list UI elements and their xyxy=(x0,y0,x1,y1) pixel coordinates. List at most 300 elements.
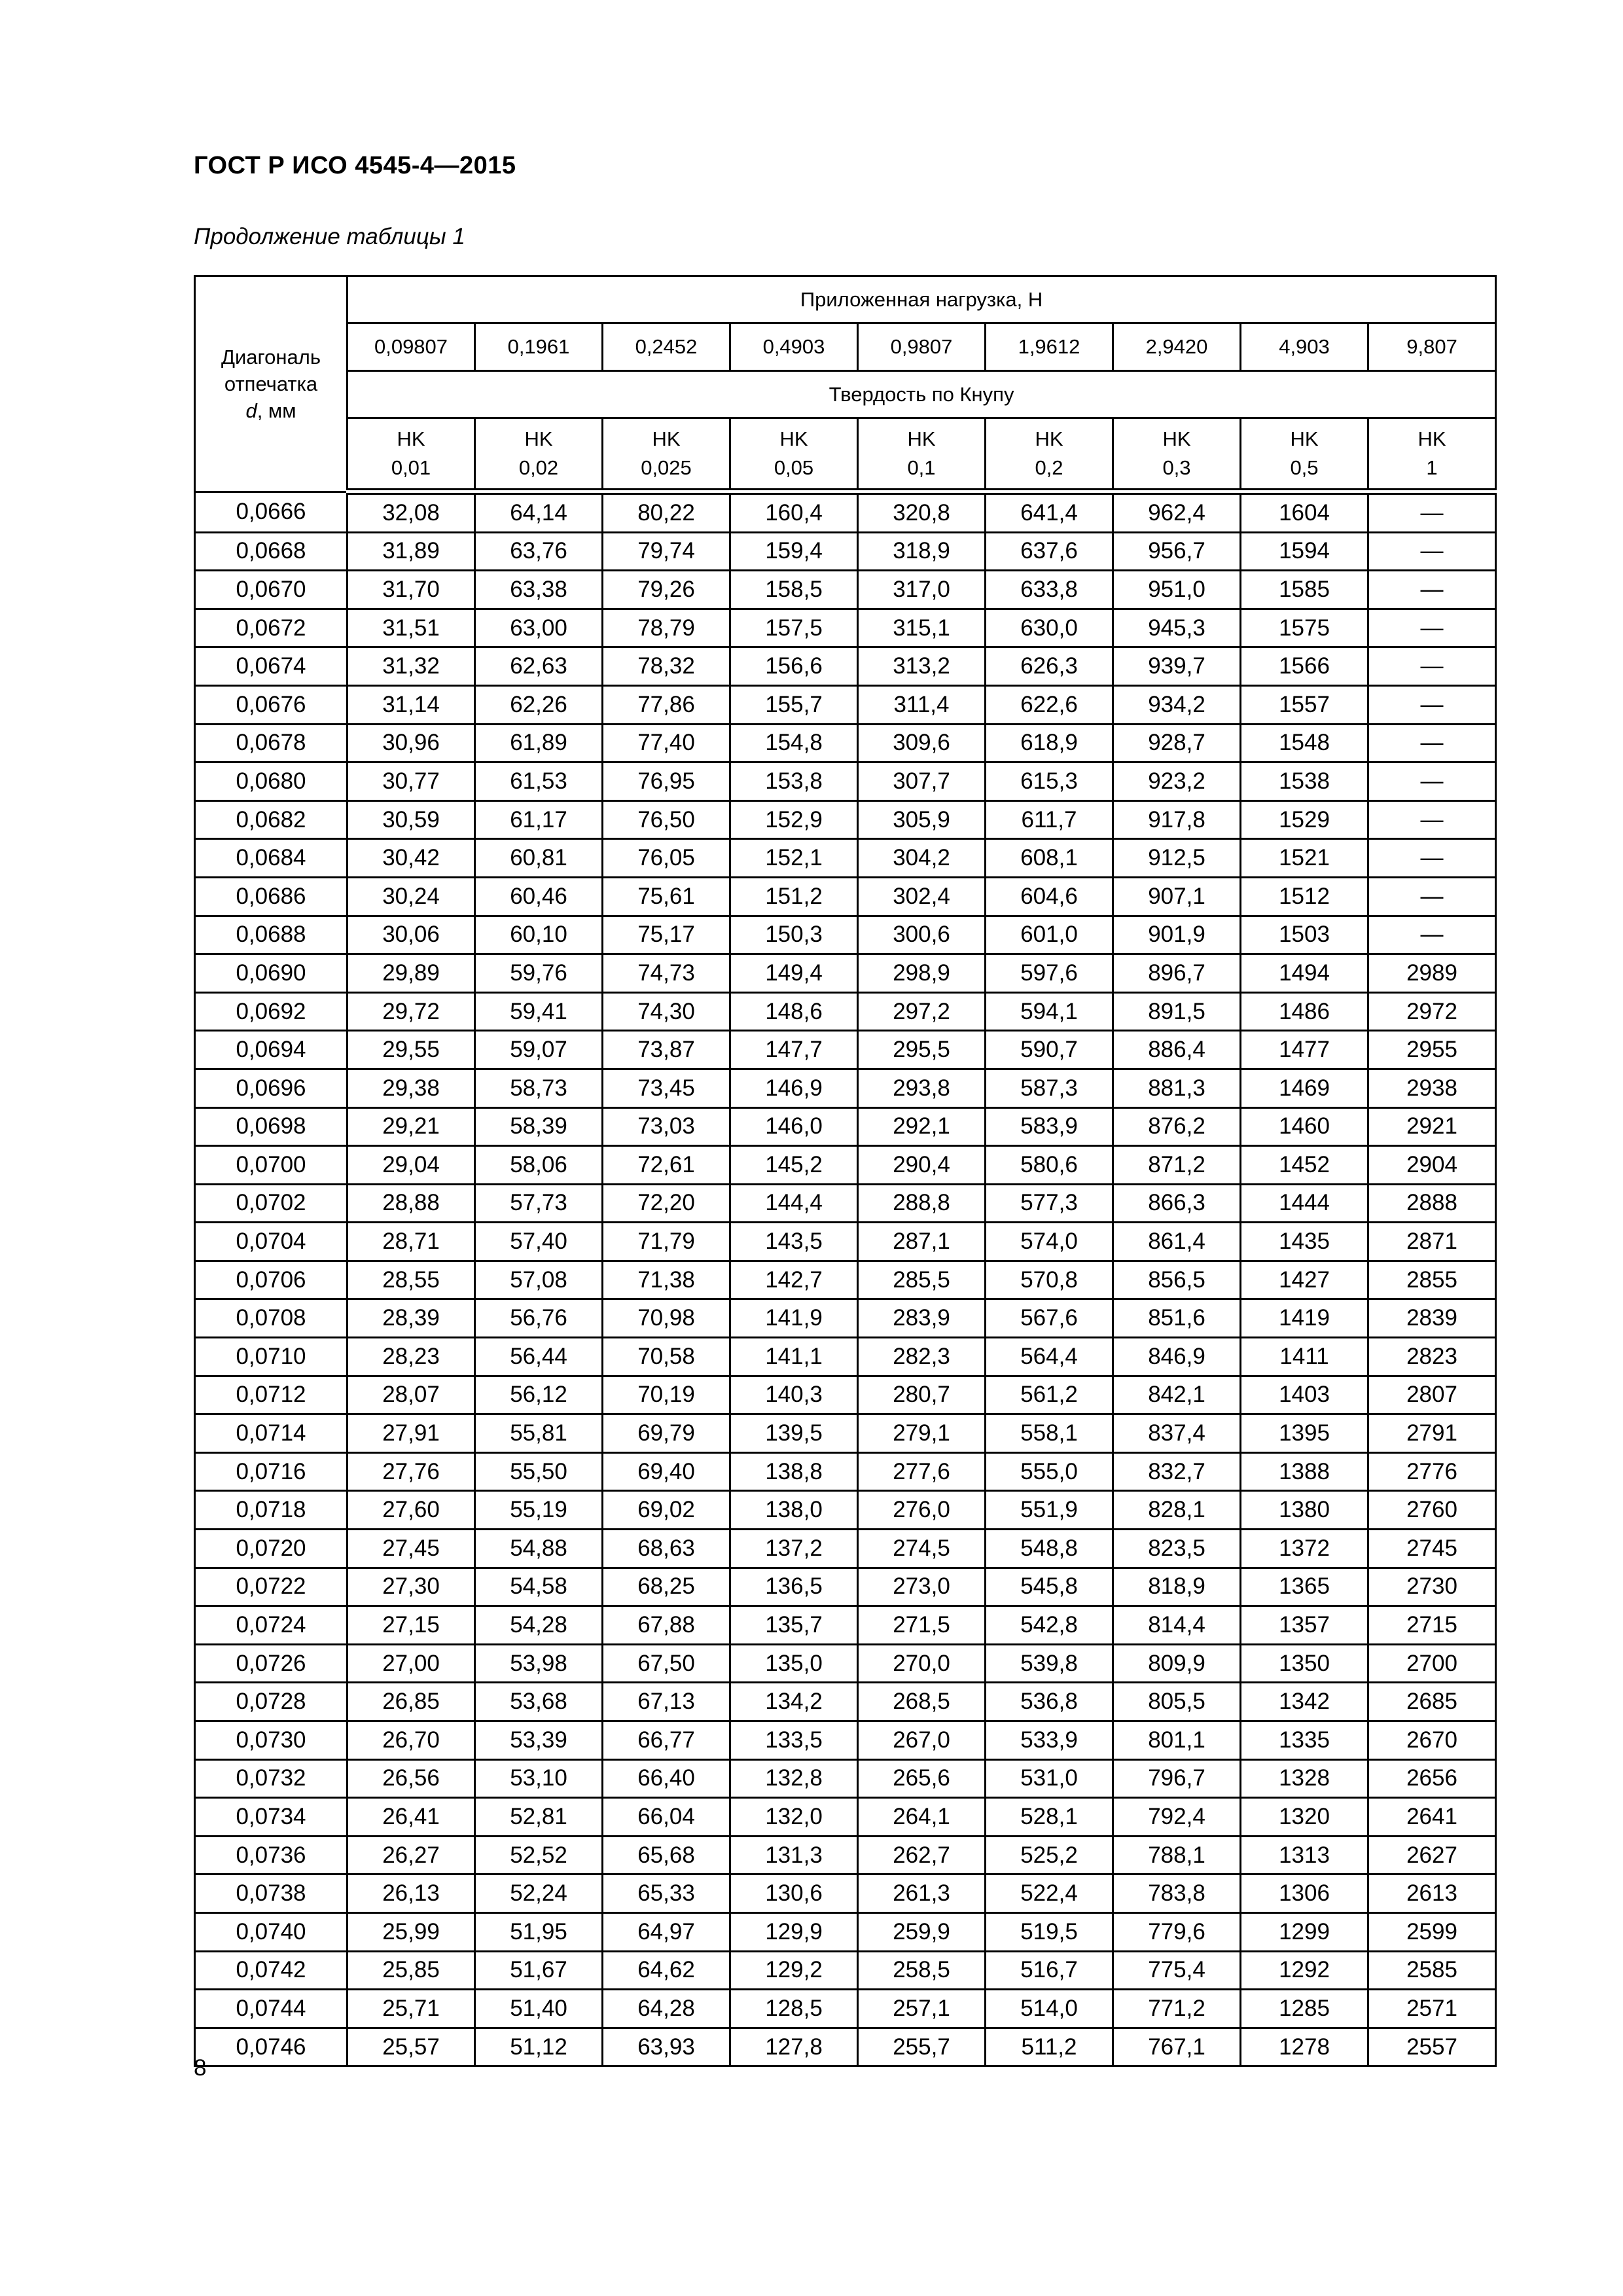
diagonal-cell: 0,0710 xyxy=(195,1338,348,1376)
hardness-value-cell: 1512 xyxy=(1241,877,1368,916)
hardness-value-cell: 59,07 xyxy=(475,1031,603,1069)
diagonal-cell: 0,0684 xyxy=(195,839,348,878)
hk-scale-value: 0,5 xyxy=(1290,456,1319,479)
hardness-value-cell: 298,9 xyxy=(858,954,986,993)
hk-symbol: HK xyxy=(1290,427,1319,450)
hardness-value-cell: 128,5 xyxy=(730,1990,858,2028)
hardness-value-cell: 1486 xyxy=(1241,992,1368,1031)
hardness-value-cell: 1328 xyxy=(1241,1759,1368,1798)
hardness-value-cell: 1594 xyxy=(1241,532,1368,571)
diagonal-cell: 0,0714 xyxy=(195,1414,348,1453)
hardness-value-cell: 29,55 xyxy=(348,1031,475,1069)
hardness-value-cell: 570,8 xyxy=(986,1261,1113,1299)
diagonal-cell: 0,0670 xyxy=(195,571,348,609)
diagonal-cell: 0,0694 xyxy=(195,1031,348,1069)
hardness-value-cell: — xyxy=(1368,877,1496,916)
hardness-value-cell: 851,6 xyxy=(1113,1299,1241,1338)
diagonal-cell: 0,0716 xyxy=(195,1452,348,1491)
hardness-value-cell: 917,8 xyxy=(1113,800,1241,839)
hardness-value-cell: 129,9 xyxy=(730,1912,858,1951)
hardness-value-cell: 65,68 xyxy=(603,1836,730,1874)
hardness-value-cell: 514,0 xyxy=(986,1990,1113,2028)
hardness-value-cell: 2989 xyxy=(1368,954,1496,993)
hardness-value-cell: 539,8 xyxy=(986,1644,1113,1683)
hardness-value-cell: 531,0 xyxy=(986,1759,1113,1798)
hardness-value-cell: 129,2 xyxy=(730,1951,858,1990)
load-value-cell: 0,1961 xyxy=(475,323,603,371)
hardness-value-cell: 2839 xyxy=(1368,1299,1496,1338)
table-row xyxy=(195,1299,1496,1338)
hardness-value-cell: 58,39 xyxy=(475,1107,603,1146)
hardness-value-cell: 823,5 xyxy=(1113,1530,1241,1568)
table-row xyxy=(195,1146,1496,1185)
hardness-value-cell: 558,1 xyxy=(986,1414,1113,1453)
hardness-value-cell: 76,05 xyxy=(603,839,730,878)
hardness-value-cell: 72,20 xyxy=(603,1184,730,1223)
hardness-value-cell: 574,0 xyxy=(986,1223,1113,1261)
hk-symbol: HK xyxy=(1162,427,1191,450)
hardness-value-cell: 25,71 xyxy=(348,1990,475,2028)
table-row xyxy=(195,492,1496,532)
hardness-value-cell: 2955 xyxy=(1368,1031,1496,1069)
hardness-value-cell: 1494 xyxy=(1241,954,1368,993)
hardness-value-cell: 31,51 xyxy=(348,609,475,647)
hardness-value-cell: 962,4 xyxy=(1113,492,1241,532)
hardness-value-cell: 2656 xyxy=(1368,1759,1496,1798)
hardness-value-cell: 2776 xyxy=(1368,1452,1496,1491)
hardness-value-cell: 856,5 xyxy=(1113,1261,1241,1299)
hardness-value-cell: 1299 xyxy=(1241,1912,1368,1951)
hardness-value-cell: 611,7 xyxy=(986,800,1113,839)
hardness-value-cell: 564,4 xyxy=(986,1338,1113,1376)
hardness-value-cell: 1444 xyxy=(1241,1184,1368,1223)
hardness-scale-cell xyxy=(1241,418,1368,492)
diagonal-cell: 0,0672 xyxy=(195,609,348,647)
hardness-value-cell: 1365 xyxy=(1241,1568,1368,1606)
hardness-value-cell: 78,79 xyxy=(603,609,730,647)
hardness-value-cell: 548,8 xyxy=(986,1530,1113,1568)
hardness-scale-cell xyxy=(1113,418,1241,492)
hardness-value-cell: 318,9 xyxy=(858,532,986,571)
hardness-value-cell: 277,6 xyxy=(858,1452,986,1491)
hardness-value-cell: 262,7 xyxy=(858,1836,986,1874)
hardness-value-cell: 57,73 xyxy=(475,1184,603,1223)
hardness-value-cell: 881,3 xyxy=(1113,1069,1241,1107)
hardness-value-cell: 32,08 xyxy=(348,492,475,532)
hardness-value-cell: 53,39 xyxy=(475,1721,603,1760)
hardness-value-cell: 307,7 xyxy=(858,762,986,801)
hardness-value-cell: 26,70 xyxy=(348,1721,475,1760)
diagonal-cell: 0,0744 xyxy=(195,1990,348,2028)
table-row xyxy=(195,877,1496,916)
hardness-value-cell: 1521 xyxy=(1241,839,1368,878)
hardness-scales-row xyxy=(195,418,1496,492)
hardness-value-cell: 28,39 xyxy=(348,1299,475,1338)
hardness-value-cell: 2938 xyxy=(1368,1069,1496,1107)
hardness-value-cell: 2823 xyxy=(1368,1338,1496,1376)
page-number: 8 xyxy=(194,2055,207,2081)
hardness-value-cell: — xyxy=(1368,609,1496,647)
hardness-value-cell: 27,60 xyxy=(348,1491,475,1530)
hardness-value-cell: 75,61 xyxy=(603,877,730,916)
hardness-value-cell: 601,0 xyxy=(986,916,1113,954)
table-row xyxy=(195,1644,1496,1683)
hardness-value-cell: 801,1 xyxy=(1113,1721,1241,1760)
hardness-value-cell: 1575 xyxy=(1241,609,1368,647)
hardness-value-cell: 29,72 xyxy=(348,992,475,1031)
hardness-value-cell: 2700 xyxy=(1368,1644,1496,1683)
hardness-value-cell: 280,7 xyxy=(858,1376,986,1414)
hardness-value-cell: 311,4 xyxy=(858,685,986,724)
hardness-value-cell: 56,44 xyxy=(475,1338,603,1376)
hardness-value-cell: 159,4 xyxy=(730,532,858,571)
hardness-value-cell: 60,81 xyxy=(475,839,603,878)
hardness-value-cell: 805,5 xyxy=(1113,1683,1241,1721)
hardness-value-cell: 928,7 xyxy=(1113,724,1241,762)
table-row xyxy=(195,1874,1496,1913)
hk-scale-value: 0,2 xyxy=(1035,456,1063,479)
hardness-value-cell: 590,7 xyxy=(986,1031,1113,1069)
hardness-value-cell: 846,9 xyxy=(1113,1338,1241,1376)
hardness-value-cell: 604,6 xyxy=(986,877,1113,916)
hardness-value-cell: 1460 xyxy=(1241,1107,1368,1146)
table-row xyxy=(195,1223,1496,1261)
hk-scale-value: 0,025 xyxy=(641,456,692,479)
hardness-value-cell: 138,0 xyxy=(730,1491,858,1530)
hardness-value-cell: 27,00 xyxy=(348,1644,475,1683)
hardness-value-cell: 67,13 xyxy=(603,1683,730,1721)
hardness-value-cell: 78,32 xyxy=(603,647,730,686)
hardness-value-cell: 956,7 xyxy=(1113,532,1241,571)
hardness-value-cell: 622,6 xyxy=(986,685,1113,724)
hardness-value-cell: 73,87 xyxy=(603,1031,730,1069)
hardness-value-cell: 923,2 xyxy=(1113,762,1241,801)
hardness-value-cell: 315,1 xyxy=(858,609,986,647)
hardness-value-cell: 54,88 xyxy=(475,1530,603,1568)
hardness-value-cell: 155,7 xyxy=(730,685,858,724)
table-row xyxy=(195,1452,1496,1491)
hardness-value-cell: 150,3 xyxy=(730,916,858,954)
hardness-value-cell: 62,63 xyxy=(475,647,603,686)
table-row xyxy=(195,609,1496,647)
diagonal-cell: 0,0736 xyxy=(195,1836,348,1874)
hardness-value-cell: 257,1 xyxy=(858,1990,986,2028)
hardness-value-cell: 1585 xyxy=(1241,571,1368,609)
hardness-value-cell: 276,0 xyxy=(858,1491,986,1530)
hardness-value-cell: 136,5 xyxy=(730,1568,858,1606)
hardness-value-cell: 283,9 xyxy=(858,1299,986,1338)
hardness-value-cell: — xyxy=(1368,685,1496,724)
hardness-value-cell: 2972 xyxy=(1368,992,1496,1031)
hardness-value-cell: 131,3 xyxy=(730,1836,858,1874)
hardness-value-cell: 61,53 xyxy=(475,762,603,801)
hardness-scale-cell xyxy=(1368,418,1496,492)
hardness-value-cell: 59,41 xyxy=(475,992,603,1031)
hardness-value-cell: 828,1 xyxy=(1113,1491,1241,1530)
hardness-value-cell: 70,98 xyxy=(603,1299,730,1338)
load-value-cell: 4,903 xyxy=(1241,323,1368,371)
hardness-value-cell: 1604 xyxy=(1241,492,1368,532)
hardness-value-cell: 285,5 xyxy=(858,1261,986,1299)
hardness-value-cell: 156,6 xyxy=(730,647,858,686)
table-row xyxy=(195,916,1496,954)
diagonal-cell: 0,0738 xyxy=(195,1874,348,1913)
hardness-value-cell: 77,40 xyxy=(603,724,730,762)
hardness-value-cell: 51,12 xyxy=(475,2028,603,2066)
hardness-value-cell: 288,8 xyxy=(858,1184,986,1223)
hardness-value-cell: 55,81 xyxy=(475,1414,603,1453)
hardness-value-cell: — xyxy=(1368,492,1496,532)
hardness-value-cell: 71,79 xyxy=(603,1223,730,1261)
hardness-value-cell: 70,58 xyxy=(603,1338,730,1376)
hardness-value-cell: 1411 xyxy=(1241,1338,1368,1376)
table-row xyxy=(195,954,1496,993)
hardness-value-cell: 567,6 xyxy=(986,1299,1113,1338)
hardness-value-cell: 608,1 xyxy=(986,839,1113,878)
hardness-value-cell: 615,3 xyxy=(986,762,1113,801)
hardness-value-cell: 27,30 xyxy=(348,1568,475,1606)
hardness-value-cell: 268,5 xyxy=(858,1683,986,1721)
diagonal-cell: 0,0680 xyxy=(195,762,348,801)
hardness-value-cell: 1435 xyxy=(1241,1223,1368,1261)
hk-symbol: HK xyxy=(397,427,425,450)
hardness-value-cell: 814,4 xyxy=(1113,1606,1241,1645)
hardness-value-cell: 30,59 xyxy=(348,800,475,839)
diagonal-cell: 0,0686 xyxy=(195,877,348,916)
diagonal-cell: 0,0706 xyxy=(195,1261,348,1299)
hardness-value-cell: 63,38 xyxy=(475,571,603,609)
diagonal-cell: 0,0708 xyxy=(195,1299,348,1338)
hardness-value-cell: 27,15 xyxy=(348,1606,475,1645)
hardness-value-cell: 2571 xyxy=(1368,1990,1496,2028)
hardness-value-cell: 871,2 xyxy=(1113,1146,1241,1185)
hardness-value-cell: 317,0 xyxy=(858,571,986,609)
hardness-value-cell: 141,1 xyxy=(730,1338,858,1376)
knoop-hardness-header: Твердость по Кнупу xyxy=(348,371,1496,418)
hk-symbol: HK xyxy=(652,427,681,450)
hardness-value-cell: 71,38 xyxy=(603,1261,730,1299)
table-row xyxy=(195,1721,1496,1760)
hardness-value-cell: 147,7 xyxy=(730,1031,858,1069)
hardness-value-cell: 1548 xyxy=(1241,724,1368,762)
hardness-value-cell: 2613 xyxy=(1368,1874,1496,1913)
hardness-value-cell: 62,26 xyxy=(475,685,603,724)
hardness-value-cell: 76,95 xyxy=(603,762,730,801)
hardness-value-cell: 1419 xyxy=(1241,1299,1368,1338)
diagonal-column-header xyxy=(195,276,348,492)
hardness-value-cell: 31,14 xyxy=(348,685,475,724)
hardness-value-cell: 143,5 xyxy=(730,1223,858,1261)
table-row xyxy=(195,1491,1496,1530)
hardness-value-cell: 149,4 xyxy=(730,954,858,993)
load-value-cell: 0,4903 xyxy=(730,323,858,371)
hardness-value-cell: 597,6 xyxy=(986,954,1113,993)
hardness-value-cell: 31,70 xyxy=(348,571,475,609)
diagonal-cell: 0,0692 xyxy=(195,992,348,1031)
hardness-value-cell: 1469 xyxy=(1241,1069,1368,1107)
hardness-value-cell: 146,0 xyxy=(730,1107,858,1146)
diagonal-cell: 0,0724 xyxy=(195,1606,348,1645)
hardness-value-cell: 945,3 xyxy=(1113,609,1241,647)
hardness-value-cell: 1350 xyxy=(1241,1644,1368,1683)
hardness-value-cell: 290,4 xyxy=(858,1146,986,1185)
hardness-value-cell: 1285 xyxy=(1241,1990,1368,2028)
hardness-value-cell: 1278 xyxy=(1241,2028,1368,2066)
hardness-value-cell: 1342 xyxy=(1241,1683,1368,1721)
hardness-value-cell: 28,71 xyxy=(348,1223,475,1261)
hardness-value-cell: 1477 xyxy=(1241,1031,1368,1069)
hardness-value-cell: 64,62 xyxy=(603,1951,730,1990)
load-value-cell: 0,9807 xyxy=(858,323,986,371)
hardness-value-cell: 26,85 xyxy=(348,1683,475,1721)
diagonal-cell: 0,0726 xyxy=(195,1644,348,1683)
hardness-value-cell: 26,13 xyxy=(348,1874,475,1913)
hk-scale-value: 0,1 xyxy=(907,456,936,479)
hardness-value-cell: 1380 xyxy=(1241,1491,1368,1530)
hardness-value-cell: 30,42 xyxy=(348,839,475,878)
hardness-value-cell: 1292 xyxy=(1241,1951,1368,1990)
diagonal-cell: 0,0698 xyxy=(195,1107,348,1146)
hardness-value-cell: 75,17 xyxy=(603,916,730,954)
hardness-value-cell: 264,1 xyxy=(858,1798,986,1837)
hardness-value-cell: 145,2 xyxy=(730,1146,858,1185)
hardness-value-cell: 58,06 xyxy=(475,1146,603,1185)
hardness-value-cell: 866,3 xyxy=(1113,1184,1241,1223)
hardness-value-cell: 792,4 xyxy=(1113,1798,1241,1837)
table-row xyxy=(195,1261,1496,1299)
hardness-value-cell: 907,1 xyxy=(1113,877,1241,916)
hardness-value-cell: 28,55 xyxy=(348,1261,475,1299)
hardness-value-cell: 2599 xyxy=(1368,1912,1496,1951)
diagonal-cell: 0,0676 xyxy=(195,685,348,724)
diagonal-cell: 0,0728 xyxy=(195,1683,348,1721)
hardness-value-cell: 891,5 xyxy=(1113,992,1241,1031)
diagonal-cell: 0,0720 xyxy=(195,1530,348,1568)
diagonal-cell: 0,0666 xyxy=(195,492,348,532)
hardness-value-cell: 302,4 xyxy=(858,877,986,916)
diagonal-cell: 0,0674 xyxy=(195,647,348,686)
hardness-value-cell: 153,8 xyxy=(730,762,858,801)
load-value-cell: 2,9420 xyxy=(1113,323,1241,371)
hardness-value-cell: 70,19 xyxy=(603,1376,730,1414)
diagonal-unit: , мм xyxy=(257,399,296,422)
hardness-value-cell: 135,7 xyxy=(730,1606,858,1645)
hardness-value-cell: 65,33 xyxy=(603,1874,730,1913)
table-row xyxy=(195,839,1496,878)
table-row xyxy=(195,762,1496,801)
hardness-value-cell: 788,1 xyxy=(1113,1836,1241,1874)
load-value-cell: 0,2452 xyxy=(603,323,730,371)
table-row xyxy=(195,1951,1496,1990)
hardness-value-cell: 2760 xyxy=(1368,1491,1496,1530)
hardness-value-cell: 300,6 xyxy=(858,916,986,954)
diagonal-cell: 0,0690 xyxy=(195,954,348,993)
hardness-scale-cell xyxy=(475,418,603,492)
hardness-value-cell: 51,67 xyxy=(475,1951,603,1990)
hardness-value-cell: 28,88 xyxy=(348,1184,475,1223)
hardness-value-cell: 287,1 xyxy=(858,1223,986,1261)
hardness-value-cell: 2904 xyxy=(1368,1146,1496,1185)
hardness-value-cell: 29,04 xyxy=(348,1146,475,1185)
hardness-value-cell: 132,8 xyxy=(730,1759,858,1798)
hardness-value-cell: 59,76 xyxy=(475,954,603,993)
hardness-value-cell: 2641 xyxy=(1368,1798,1496,1837)
hardness-value-cell: 258,5 xyxy=(858,1951,986,1990)
hardness-value-cell: 54,58 xyxy=(475,1568,603,1606)
hardness-value-cell: 137,2 xyxy=(730,1530,858,1568)
hardness-value-cell: 27,76 xyxy=(348,1452,475,1491)
hk-symbol: HK xyxy=(1035,427,1063,450)
hardness-value-cell: 144,4 xyxy=(730,1184,858,1223)
hardness-value-cell: 511,2 xyxy=(986,2028,1113,2066)
hardness-value-cell: 130,6 xyxy=(730,1874,858,1913)
diagonal-cell: 0,0730 xyxy=(195,1721,348,1760)
applied-load-header: Приложенная нагрузка, Н xyxy=(348,276,1496,323)
hardness-value-cell: 160,4 xyxy=(730,492,858,532)
diagonal-cell: 0,0722 xyxy=(195,1568,348,1606)
hardness-value-cell: 779,6 xyxy=(1113,1912,1241,1951)
hardness-value-cell: 31,89 xyxy=(348,532,475,571)
hardness-value-cell: 66,40 xyxy=(603,1759,730,1798)
hardness-value-cell: 2715 xyxy=(1368,1606,1496,1645)
hardness-value-cell: 148,6 xyxy=(730,992,858,1031)
table-row xyxy=(195,647,1496,686)
table-row xyxy=(195,1759,1496,1798)
hardness-value-cell: 536,8 xyxy=(986,1683,1113,1721)
hardness-value-cell: 53,98 xyxy=(475,1644,603,1683)
hardness-value-cell: 533,9 xyxy=(986,1721,1113,1760)
hardness-value-cell: 583,9 xyxy=(986,1107,1113,1146)
standard-title: ГОСТ Р ИСО 4545-4—2015 xyxy=(194,152,516,179)
table-row xyxy=(195,1184,1496,1223)
hardness-value-cell: 28,23 xyxy=(348,1338,475,1376)
hardness-value-cell: 56,12 xyxy=(475,1376,603,1414)
hardness-value-cell: 876,2 xyxy=(1113,1107,1241,1146)
hardness-value-cell: 861,4 xyxy=(1113,1223,1241,1261)
hardness-value-cell: — xyxy=(1368,800,1496,839)
load-values-row xyxy=(195,323,1496,371)
hardness-value-cell: 157,5 xyxy=(730,609,858,647)
hardness-value-cell: — xyxy=(1368,762,1496,801)
hardness-value-cell: 140,3 xyxy=(730,1376,858,1414)
hardness-value-cell: 580,6 xyxy=(986,1146,1113,1185)
hardness-value-cell: 53,68 xyxy=(475,1683,603,1721)
hardness-value-cell: 912,5 xyxy=(1113,839,1241,878)
hardness-value-cell: 80,22 xyxy=(603,492,730,532)
diagonal-cell: 0,0668 xyxy=(195,532,348,571)
hardness-value-cell: — xyxy=(1368,532,1496,571)
hk-symbol: HK xyxy=(779,427,808,450)
diagonal-cell: 0,0742 xyxy=(195,1951,348,1990)
hardness-value-cell: 63,76 xyxy=(475,532,603,571)
hardness-value-cell: 30,06 xyxy=(348,916,475,954)
knoop-hardness-table xyxy=(194,275,1497,2067)
hardness-value-cell: 796,7 xyxy=(1113,1759,1241,1798)
hardness-value-cell: 51,95 xyxy=(475,1912,603,1951)
hardness-value-cell: 66,04 xyxy=(603,1798,730,1837)
hardness-scale-cell xyxy=(858,418,986,492)
diagonal-cell: 0,0734 xyxy=(195,1798,348,1837)
table-row xyxy=(195,1798,1496,1837)
hardness-value-cell: 1320 xyxy=(1241,1798,1368,1837)
hardness-value-cell: 57,08 xyxy=(475,1261,603,1299)
hardness-value-cell: 127,8 xyxy=(730,2028,858,2066)
hardness-value-cell: 2791 xyxy=(1368,1414,1496,1453)
hardness-value-cell: 56,76 xyxy=(475,1299,603,1338)
hardness-value-cell: 66,77 xyxy=(603,1721,730,1760)
hardness-value-cell: 132,0 xyxy=(730,1798,858,1837)
table-row xyxy=(195,2028,1496,2066)
